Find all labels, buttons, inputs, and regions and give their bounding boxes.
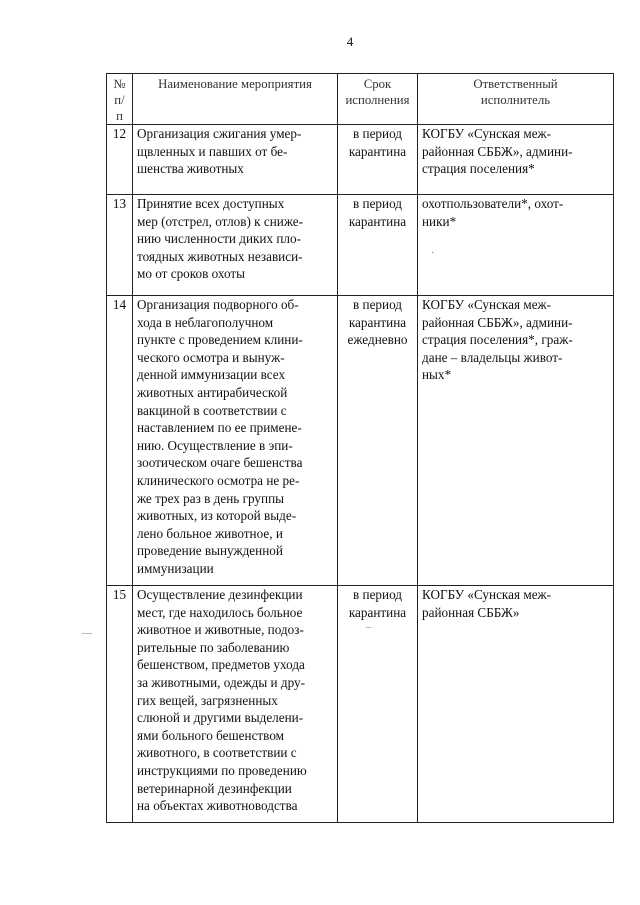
table-row — [107, 125, 614, 195]
table-row — [107, 586, 614, 823]
table-row — [107, 296, 614, 586]
measure-name: Организация сжигания умер- щвленных и павших от бе- шенства животных — [133, 125, 338, 195]
measure-term: в период карантина ежедневно — [338, 296, 418, 586]
measure-name: Осуществление дезинфекции мест, где находилось больное животное и животные, подоз- рительные по заболеванию бешенством, предметов ухода за животными, одежды и дру- гих вещей, загрязненных слюной и другими выделени- ями больного бешенством животного, в соответствии с инструкциями по проведению ветеринарной дезинфекции на объектах животноводства — [133, 586, 338, 823]
row-number: 15 — [107, 586, 133, 823]
header-responsible: Ответственный исполнитель — [418, 74, 614, 125]
header-name: Наименование мероприятия — [133, 74, 338, 125]
row-number: 13 — [107, 195, 133, 296]
table-header-row — [107, 74, 614, 125]
row-number: 12 — [107, 125, 133, 195]
row-number: 14 — [107, 296, 133, 586]
scan-mark: — — [82, 628, 92, 639]
measure-responsible: КОГБУ «Сунская меж- районная СББЖ» — [418, 586, 614, 823]
measure-name: Организация подворного об- хода в неблагополучном пункте с проведением клини- ческого осмотра и вынуж- денной иммунизации всех животных антирабической вакциной в соответствии с наставлением по ее примене- нию. Осуществление в эпи- зоотическом очаге бешенства клинического осмотра не ре- же трех раз в день группы животных, из которой выде- лено больное животное, и проведение вынужденной иммунизации — [133, 296, 338, 586]
scan-mark: – — [366, 622, 371, 633]
table-row — [107, 195, 614, 296]
measure-name: Принятие всех доступных мер (отстрел, отлов) к сниже- нию численности диких пло- тоядных животных независи- мо от сроков охоты — [133, 195, 338, 296]
measure-responsible: КОГБУ «Сунская меж- районная СББЖ», админи- страция поселения* — [418, 125, 614, 195]
header-term: Срок исполнения — [338, 74, 418, 125]
measure-term: в период карантина — [338, 195, 418, 296]
measures-table — [106, 73, 614, 823]
measure-term: в период карантина — [338, 586, 418, 823]
header-num: № п/п — [107, 74, 133, 125]
scan-mark: · — [431, 248, 435, 259]
measure-responsible: КОГБУ «Сунская меж- районная СББЖ», админи- страция поселения*, граж- дане – владельцы живот- ных* — [418, 296, 614, 586]
page-number: 4 — [346, 34, 354, 49]
measure-responsible: охотпользователи*, охот- ники* — [418, 195, 614, 296]
measure-term: в период карантина — [338, 125, 418, 195]
